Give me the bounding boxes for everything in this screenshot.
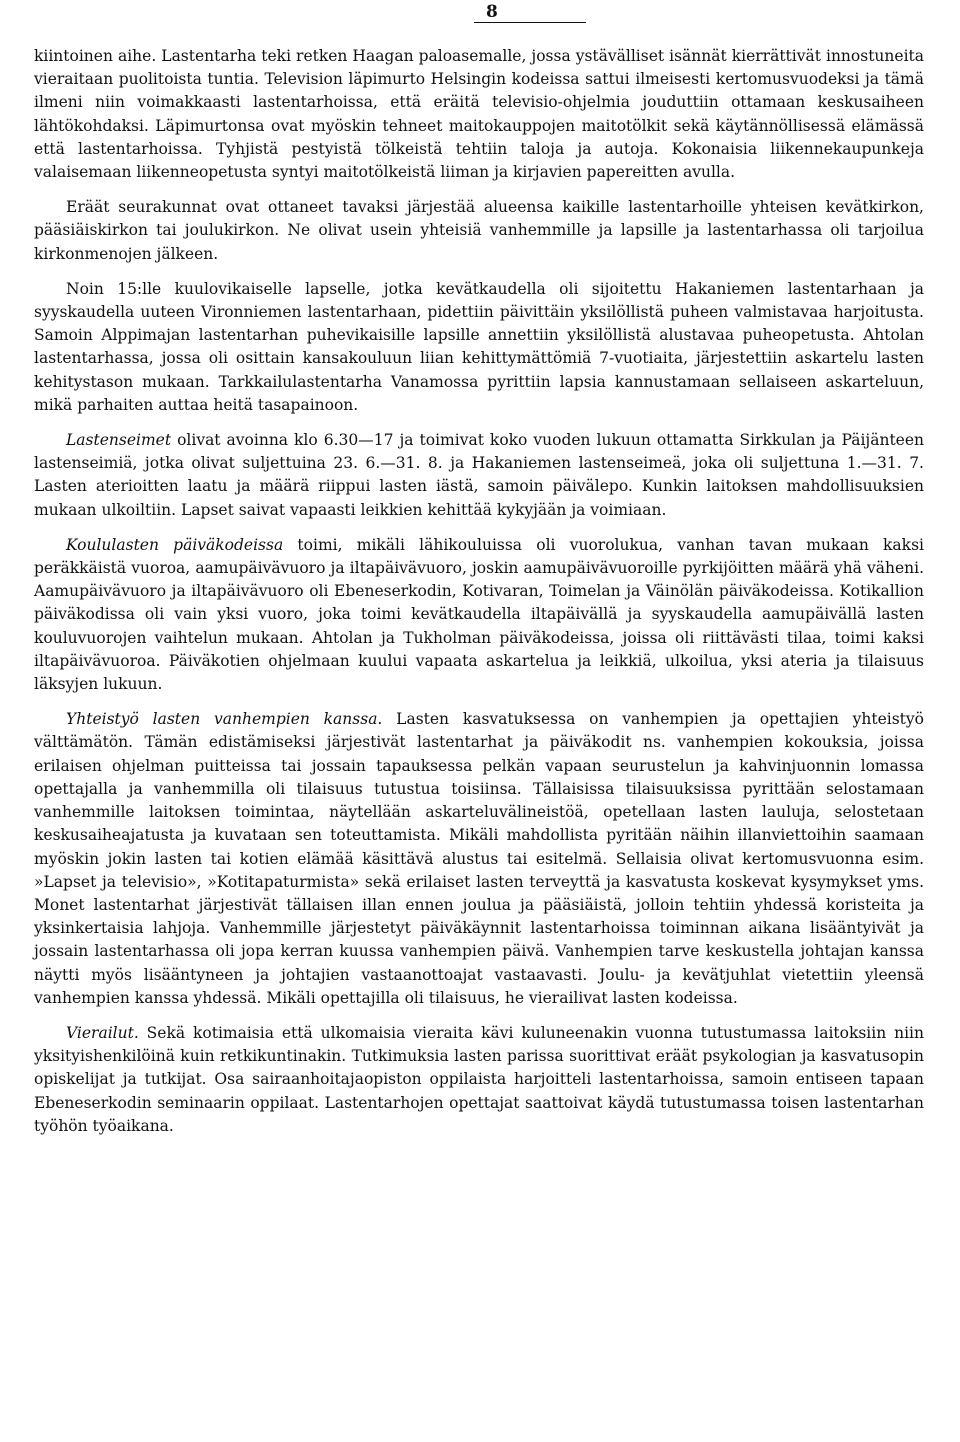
- paragraph-text: toimi, mikäli lähikouluissa oli vuorolukua, vanhan tavan mukaan kaksi peräkkäistä vuoroa, aamupäivävuoro ja iltapäivävuoro, joskin aamupäivävuoroille pyrkijöitten määrä yhä väheni. Aamupäivävuoro ja iltapäivävuoro oli Ebeneserkodin, Kotivaran, Toimelan ja Väinölän päiväkodeissa. Kotikallion päiväkodissa oli vain yksi vuoro, joka toimi kevätkaudella iltapäivällä ja syyskaudella aamupäivällä lasten kouluvuorojen vaihtelun mukaan. Ahtolan ja Tukholman päiväkodeissa, joissa oli riittävästi tilaa, toimi kaksi iltapäivävuoroa. Päiväkotien ohjelmaan kuului vapaata askartelua ja leikkiä, ulkoilua, yksi ateria ja tilaisuus läksyjen lukuun.: [34, 535, 924, 694]
- paragraph-lead: Vierailut.: [66, 1023, 139, 1042]
- paragraph-text: Noin 15:lle kuulovikaiselle lapselle, jotka kevätkaudella oli sijoitettu Hakaniemen lastentarhaan ja syyskaudella uuteen Vironniemen lastentarhaan, pidettiin päivittäin yksilöllistä puheen valmistavaa harjoitusta. Samoin Alppimajan lastentarhan puhevikaisille lapsille annettiin yksilöllistä alustavaa puheopetusta. Ahtolan lastentarhassa, jossa oli osittain kansakouluun liian kehittymättömiä 7-vuotiaita, järjestettiin askartelu lasten kehitystason mukaan. Tarkkailulastentarha Vanamossa pyrittiin lapsia kannustamaan sellaiseen askarteluun, mikä parhaiten auttaa heitä tasapainoon.: [34, 279, 924, 414]
- paragraph-lead: Koululasten päiväkodeissa: [66, 535, 284, 554]
- body-text: [34, 45, 924, 1150]
- paragraph-special-needs: [34, 278, 924, 417]
- paragraph-text: olivat avoinna klo 6.30—17 ja toimivat koko vuoden lukuun ottamatta Sirkkulan ja Päijänteen lastenseimiä, jotka olivat suljettuina 23. 6.—31. 8. ja Hakaniemen lastenseimeä, joka oli suljettuna 1.—31. 7. Lasten aterioitten laatu ja määrä riippui lasten iästä, samoin päivälepo. Kunkin laitoksen mahdollisuuksien mukaan ulkoiltiin. Lapset saivat vapaasti leikkien kehittää kykyjään ja voimiaan.: [34, 431, 924, 519]
- paragraph-lead: Lastenseimet: [66, 431, 172, 450]
- page-number: 8: [486, 2, 498, 22]
- paragraph-visits: [34, 1022, 924, 1138]
- paragraph-school-daycare: [34, 534, 924, 696]
- page-number-rule: [474, 22, 586, 23]
- paragraph-parent-cooperation: [34, 708, 924, 1010]
- paragraph-text: Eräät seurakunnat ovat ottaneet tavaksi järjestää alueensa kaikille lastentarhoille yhteisen kevätkirkon, pääsiäiskirkon tai joulukirkon. Ne olivat usein yhteisiä vanhemmille ja lapsille ja lastentarhassa oli tarjoilua kirkonmenojen jälkeen.: [34, 198, 924, 263]
- paragraph-nurseries: [34, 429, 924, 522]
- document-page: [34, 0, 924, 1442]
- paragraph-church-services: [34, 196, 924, 266]
- paragraph-text: kiintoinen aihe. Lastentarha teki retken Haagan paloasemalle, jossa ystävälliset isännät kierrättivät innostuneita vieraitaan puolitoista tuntia. Television läpimurto Helsingin kodeissa sattui ilmeisesti kertomusvuodeksi ja tämä ilmeni niin voimakkaasti lastentarhoissa, että eräitä televisio-ohjelmia jouduttiin ottamaan keskusaiheen lähtökohdaksi. Läpimurtonsa ovat myöskin tehneet maitokauppojen maitotölkit sekä käytännöllisessä elämässä että lastentarhoissa. Tyhjistä pestyistä tölkeistä tehtiin taloja ja autoja. Kokonaisia liikennekaupunkeja valaisemaan liikenneopetusta syntyi maitotölkeistä liiman ja kirjavien papereitten avulla.: [34, 47, 924, 182]
- paragraph-text: Sekä kotimaisia että ulkomaisia vieraita kävi kuluneenakin vuonna tutustumassa laitoksiin niin yksityishenkilöinä kuin retkikuntinakin. Tutkimuksia lasten parissa suorittivat eräät psykologian ja kasvatusopin opiskelijat ja tutkijat. Osa sairaanhoitajaopiston oppilaista harjoitteli lastentarhoissa, samoin entiseen tapaan Ebeneserkodin seminaarin oppilaat. Lastentarhojen opettajat saattoivat käydä tutustumassa toisen lastentarhan työhön työaikana.: [34, 1023, 924, 1135]
- paragraph-lead: Yhteistyö lasten vanhempien kanssa.: [66, 710, 383, 729]
- paragraph-television-milk-cartons: [34, 45, 924, 184]
- paragraph-text: Lasten kasvatuksessa on vanhempien ja opettajien yhteistyö välttämätön. Tämän edistämiseksi järjestivät lastentarhat ja päiväkodit ns. vanhempien kokouksia, joissa erilaisen ohjelman puitteissa tai jossain tapauksessa pelkän vapaan seurustelun ja kahvinjuonnin lomassa opettajalla ja vanhemmilla oli tilaisuus tutustua toisiinsa. Tällaisissa tilaisuuksissa pyrittään selostamaan vanhemmille laitoksen toimintaa, näytellään askarteluvälineistöä, opetellaan lasten lauluja, selostetaan keskusaiheajatusta ja kuvataan sen toteuttamista. Mikäli mahdollista pyritään näihin illanviettoihin saamaan myöskin jokin lasten tai kotien elämää käsittävä alustus tai esitelmä. Sellaisia olivat kertomusvuonna esim. »Lapset ja televisio», »Kotitapaturmista» sekä erilaiset lasten terveyttä ja kasvatusta koskevat kysymykset yms. Monet lastentarhat järjestivät tällaisen illan ennen joulua ja pääsiäistä, jolloin tehtiin yhdessä koristeita ja yksinkertaisia lahjoja. Vanhemmille järjestetyt päiväkäynnit lastentarhoissa toiminnan aikana lisääntyivät ja jossain lastentarhassa oli jopa kerran kuussa vanhempien päivä. Vanhempien tarve keskustella johtajan kanssa näytti myös lisääntyneen ja johtajien vastaanottoajat vastaavasti. Joulu- ja kevätjuhlat vietettiin yleensä vanhempien kanssa yhdessä. Mikäli opettajilla oli tilaisuus, he vierailivat lasten kodeissa.: [34, 710, 924, 1007]
